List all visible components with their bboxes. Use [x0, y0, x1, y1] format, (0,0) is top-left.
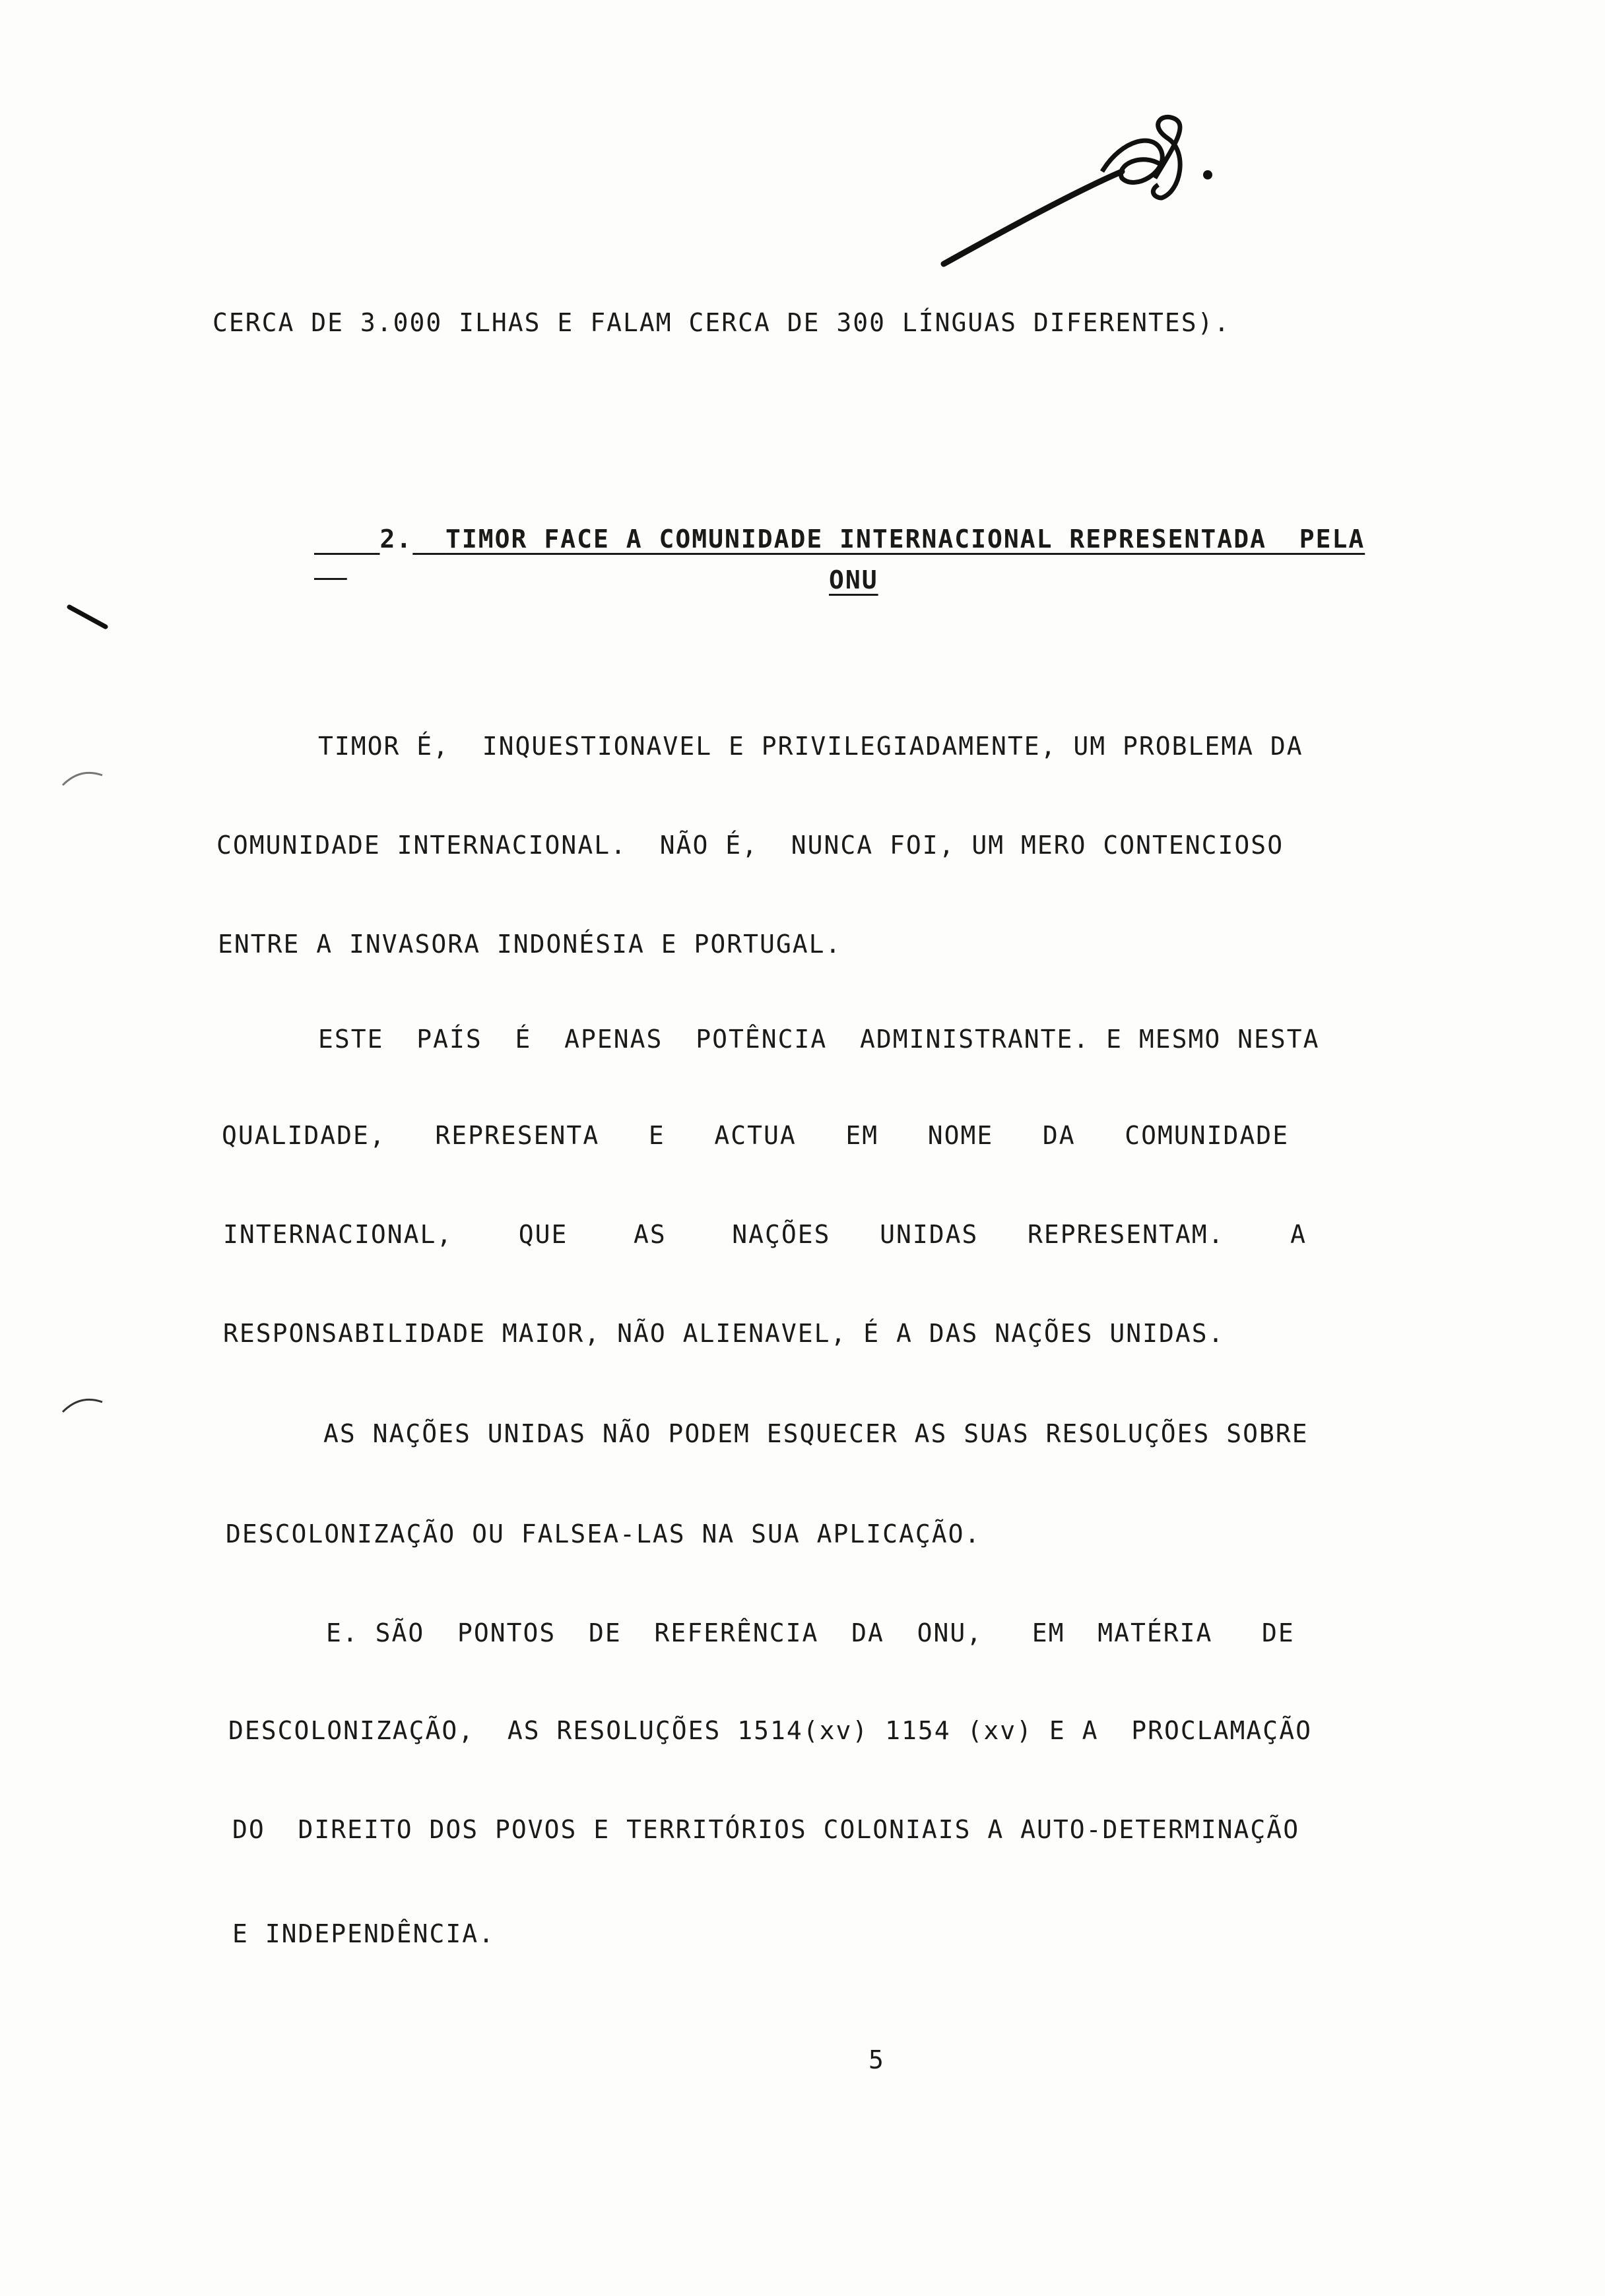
paragraph-4-line-4: E INDEPENDÊNCIA.	[232, 1919, 496, 1948]
scan-mark-arc-1	[59, 765, 112, 792]
scan-mark-arc-2	[59, 1392, 112, 1419]
paragraph-4-line-3: DO DIREITO DOS POVOS E TERRITÓRIOS COLONIAIS A AUTO-DETERMINAÇÃO	[232, 1815, 1300, 1844]
paragraph-3-line-1: AS NAÇÕES UNIDAS NÃO PODEM ESQUECER AS SUAS RESOLUÇÕES SOBRE	[323, 1419, 1309, 1448]
signature	[924, 99, 1241, 284]
paragraph-2-line-2: QUALIDADE, REPRESENTA E ACTUA EM NOME DA COMUNIDADE	[222, 1121, 1290, 1150]
paragraph-1-line-3: ENTRE A INVASORA INDONÉSIA E PORTUGAL.	[218, 930, 842, 959]
heading-text: TIMOR FACE A COMUNIDADE INTERNACIONAL REPRESENTADA PELA	[445, 525, 1365, 554]
paragraph-3-line-2: DESCOLONIZAÇÃO OU FALSEA-LAS NA SUA APLICAÇÃO.	[226, 1519, 981, 1548]
scan-mark-top	[66, 594, 119, 633]
page-number: 5	[868, 2045, 884, 2074]
paragraph-4-line-2: DESCOLONIZAÇÃO, AS RESOLUÇÕES 1514(xv) 1154 (xv) E A PROCLAMAÇÃO	[228, 1716, 1312, 1745]
paragraph-1-line-2: COMUNIDADE INTERNACIONAL. NÃO É, NUNCA FOI, UM MERO CONTENCIOSO	[216, 831, 1284, 860]
text-line-1: CERCA DE 3.000 ILHAS E FALAM CERCA DE 300 LÍNGUAS DIFERENTES).	[213, 308, 1231, 337]
paragraph-2-line-1: ESTE PAÍS É APENAS POTÊNCIA ADMINISTRANTE. E MESMO NESTA	[318, 1025, 1320, 1054]
section-heading-continuation: ONU	[829, 565, 878, 594]
paragraph-4-line-1: E. SÃO PONTOS DE REFERÊNCIA DA ONU, EM MATÉRIA DE	[326, 1618, 1295, 1647]
paragraph-1-line-1: TIMOR É, INQUESTIONAVEL E PRIVILEGIADAMENTE, UM PROBLEMA DA	[318, 732, 1303, 761]
paragraph-2-line-3: INTERNACIONAL, QUE AS NAÇÕES UNIDAS REPRESENTAM. A	[223, 1220, 1307, 1249]
heading-number: 2.	[379, 525, 413, 554]
paragraph-2-line-4: RESPONSABILIDADE MAIOR, NÃO ALIENAVEL, É A DAS NAÇÕES UNIDAS.	[223, 1319, 1225, 1348]
